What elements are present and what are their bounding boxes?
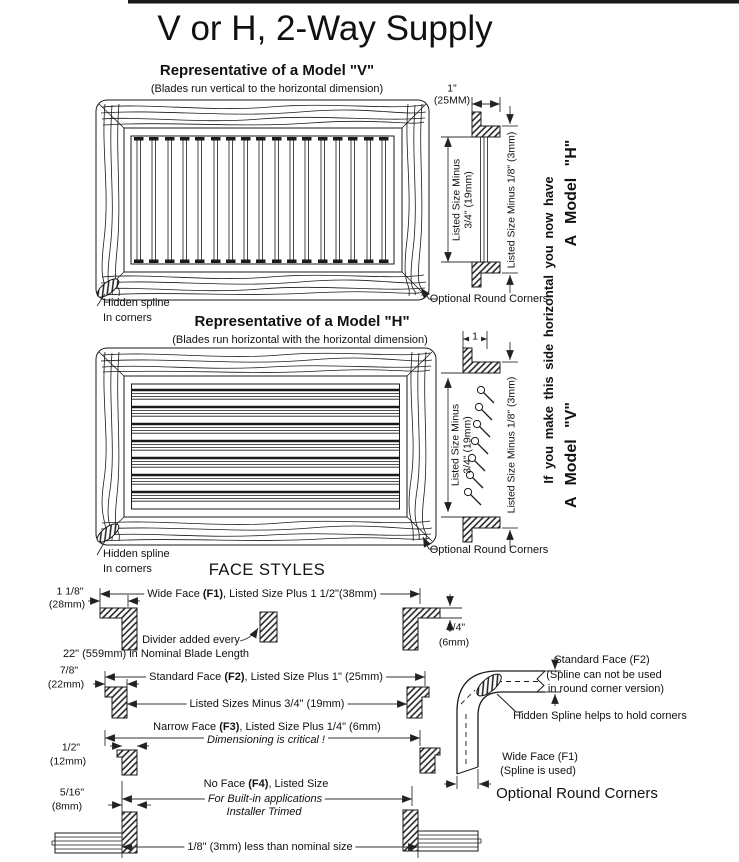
f3-note: Dimensioning is critical !: [204, 734, 328, 747]
f4-dim-mm: (8mm): [51, 800, 83, 813]
f4-note1: For Built-in applications: [205, 793, 325, 806]
f2-dim-label: Standard Face (F2), Listed Size Plus 1" (25mm): [146, 671, 386, 684]
page-top-edge: [128, 0, 739, 4]
f3-dim-label: Narrow Face (F3), Listed Size Plus 1/4" (6mm): [150, 721, 384, 734]
f2-inner-dim-label: Listed Sizes Minus 3/4" (19mm): [187, 698, 348, 711]
section-h-round-corners-label: Optional Round Corners: [429, 543, 549, 556]
rc-f2-note1: (Spline can not be used: [546, 668, 662, 681]
f1-dim-mm: (28mm): [48, 598, 86, 611]
f1-dim-label: Wide Face (F1), Listed Size Plus 1 1/2"(38mm): [144, 588, 380, 601]
rc-heading: Optional Round Corners: [496, 784, 658, 802]
page-title: V or H, 2-Way Supply: [157, 8, 493, 48]
side-note-sentence: If you make this side horizontal you now have: [540, 176, 556, 484]
section-v-listed-minus-edge-label: Listed Size Minus 1/8" (3mm): [505, 131, 518, 269]
model-v-heading: Representative of a Model "V": [159, 61, 375, 79]
f4-dim-label: No Face (F4), Listed Size: [201, 778, 332, 791]
rc-f2-label: Standard Face (F2): [554, 653, 650, 666]
section-v-dim-25mm: (25MM): [433, 94, 471, 107]
f1-divider-note2: 22" (559mm) in Nominal Blade Length: [62, 647, 250, 660]
f3-dim-inch: 1/2": [61, 741, 81, 754]
side-note-model-h: A Model "H": [562, 139, 580, 247]
section-h-dim-1: 1: [469, 331, 481, 343]
f2-dim-mm: (22mm): [47, 678, 85, 691]
side-note-model-v: A Model "V": [562, 402, 580, 508]
f4-dim-inch: 5/16": [59, 786, 85, 799]
grille-v-drawing: [94, 100, 429, 306]
section-h-listed-minus-edge-label: Listed Size Minus 1/8" (3mm): [505, 376, 518, 514]
spline-note-v-line1: Hidden spline: [103, 297, 170, 309]
spline-note-v-line2: In corners: [103, 312, 152, 324]
f1-edge-mm: (6mm): [438, 636, 470, 649]
section-h-listed-minus-label: Listed Size Minus 3/4" (19mm): [449, 403, 473, 487]
model-h-subheading: (Blades run horizontal with the horizontal dimension): [172, 333, 428, 346]
model-v-subheading: (Blades run vertical to the horizontal dimension): [150, 82, 384, 95]
f1-dim-inch: 1 1/8": [56, 585, 84, 598]
model-h-heading: Representative of a Model "H": [194, 312, 410, 330]
f4-bottom-dim-label: 1/8" (3mm) less than nominal size: [184, 841, 355, 854]
divider-profile: [260, 612, 277, 642]
section-v-dim-1in: 1": [447, 82, 457, 95]
section-v-round-corners-label: Optional Round Corners: [429, 292, 549, 305]
rc-f2-note2: in round corner version): [547, 682, 665, 695]
f1-divider-note1: Divider added every: [142, 633, 240, 646]
section-v-listed-minus-label: Listed Size Minus 3/4" (19mm): [450, 158, 474, 242]
rc-f1-note: (Spline is used): [500, 764, 576, 777]
face-styles-heading: FACE STYLES: [208, 560, 326, 579]
f2-dim-inch: 7/8": [59, 664, 79, 677]
spline-note-h-line1: Hidden spline: [103, 548, 170, 560]
rc-spline-note: Hidden Spline helps to hold corners: [513, 709, 687, 722]
f3-dim-mm: (12mm): [49, 755, 87, 768]
f4-note2: Installer Trimed: [224, 806, 305, 819]
rc-f1-label: Wide Face (F1): [502, 750, 578, 763]
grille-h-drawing: [94, 348, 436, 555]
f1-edge-inch: 1/4": [446, 621, 466, 634]
spline-note-h-line2: In corners: [103, 563, 152, 575]
